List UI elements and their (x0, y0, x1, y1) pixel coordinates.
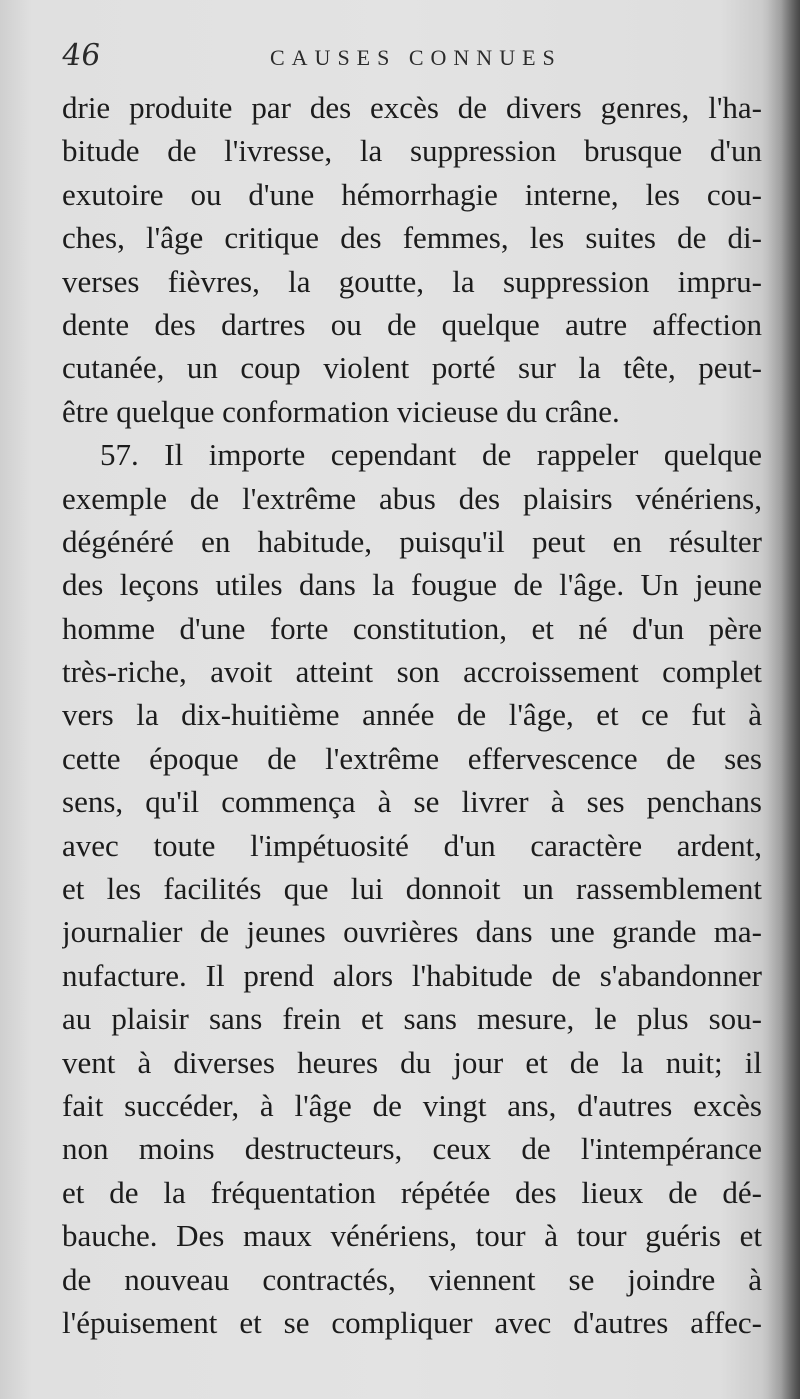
text-line: bauche. Des maux vénériens, tour à tour guéris et (62, 1218, 762, 1254)
text-line: très-riche, avoit atteint son accroissement complet (62, 654, 762, 690)
paragraph-end-line: être quelque conformation vicieuse du crâne. (62, 393, 620, 429)
text-line: homme d'une forte constitution, et né d'un père (62, 610, 762, 646)
text-line: exutoire ou d'une hémorrhagie interne, les cou- (62, 176, 762, 212)
body-text (62, 86, 762, 1344)
text-line: fait succéder, à l'âge de vingt ans, d'autres excès (62, 1087, 762, 1123)
text-line: vers la dix-huitième année de l'âge, et ce fut à (62, 697, 762, 733)
text-line: nufacture. Il prend alors l'habitude de s'abandonner (62, 957, 762, 993)
text-line: drie produite par des excès de divers genres, l'ha- (62, 90, 762, 125)
page-edge-shadow (762, 0, 800, 1399)
text-line: cette époque de l'extrême effervescence de ses (62, 740, 762, 776)
running-head: CAUSES CONNUES (270, 45, 562, 70)
text-line: sens, qu'il commença à se livrer à ses penchans (62, 784, 762, 820)
text-line: et les facilités que lui donnoit un rassemblement (62, 871, 762, 907)
text-line: vent à diverses heures du jour et de la nuit; il (62, 1044, 762, 1080)
text-line: des leçons utiles dans la fougue de l'âge. Un jeune (62, 567, 762, 603)
text-line: ches, l'âge critique des femmes, les suites de di- (62, 220, 762, 256)
text-line: dégénéré en habitude, puisqu'il peut en résulter (62, 523, 762, 559)
text-line: cutanée, un coup violent porté sur la tête, peut- (62, 350, 762, 386)
text-line: au plaisir sans frein et sans mesure, le plus sou- (62, 1001, 762, 1037)
paragraph-start-line: 57. Il importe cependant de rappeler quelque (100, 437, 762, 473)
text-line: verses fièvres, la goutte, la suppression impru- (62, 263, 762, 299)
text-line: journalier de jeunes ouvrières dans une grande ma- (62, 914, 762, 950)
text-line: de nouveau contractés, viennent se joindre à (62, 1261, 762, 1297)
text-line: exemple de l'extrême abus des plaisirs vénériens, (62, 480, 762, 516)
text-line: avec toute l'impétuosité d'un caractère ardent, (62, 827, 762, 863)
text-line: l'épuisement et se compliquer avec d'autres affec- (62, 1304, 762, 1340)
text-line: non moins destructeurs, ceux de l'intempérance (62, 1131, 762, 1167)
text-line: et de la fréquentation répétée des lieux de dé- (62, 1174, 762, 1210)
text-line: dente des dartres ou de quelque autre affection (62, 306, 762, 342)
text-line: bitude de l'ivresse, la suppression brusque d'un (62, 133, 762, 169)
page-number: 46 (59, 38, 103, 73)
